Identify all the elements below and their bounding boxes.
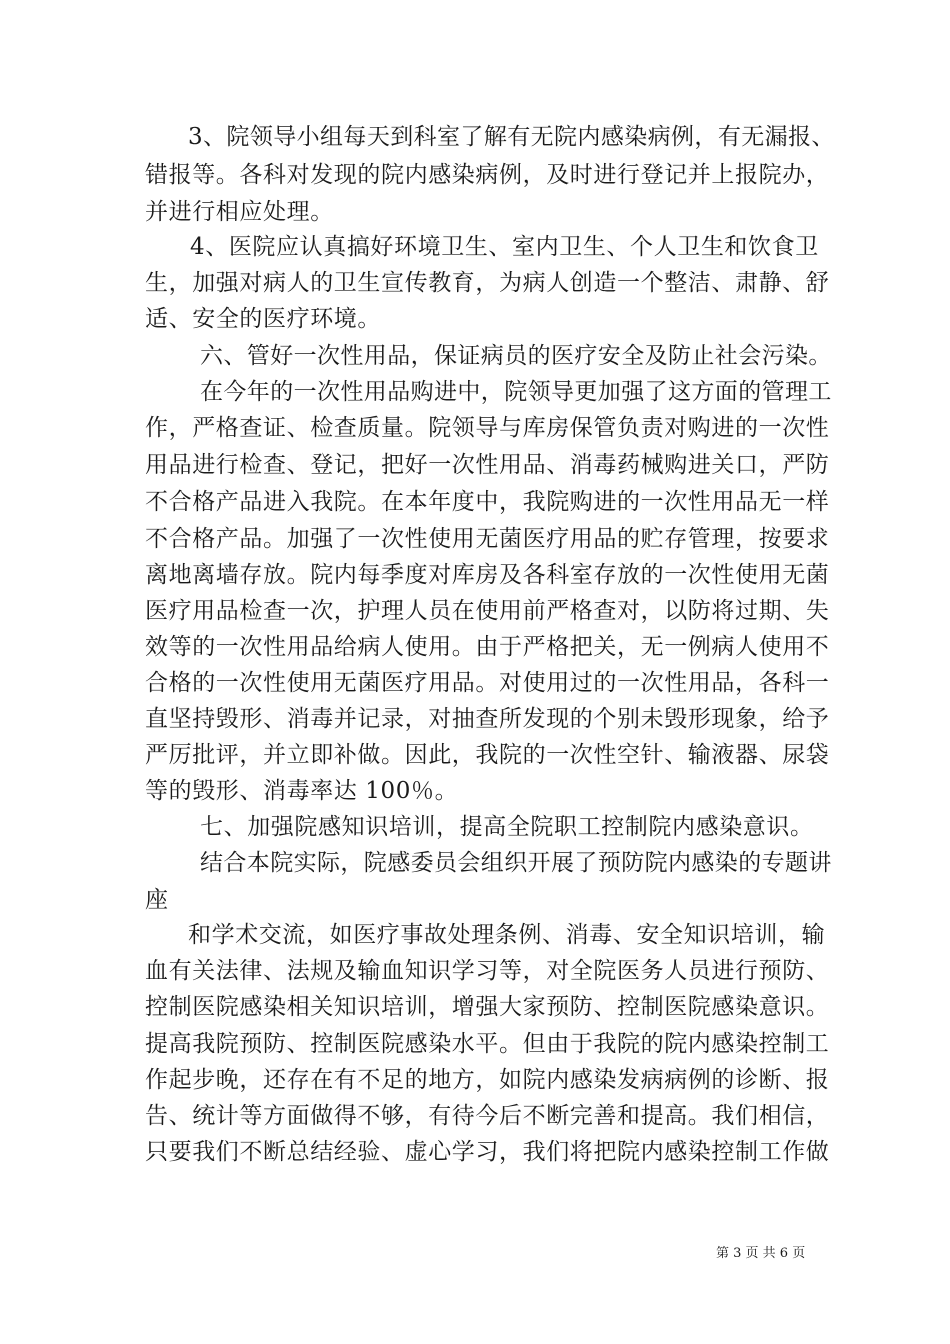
text-line: 六、管好一次性用品，保证病员的医疗安全及防止社会污染。 <box>200 343 832 369</box>
text-line: 七、加强院感知识培训，提高全院职工控制院内感染意识。 <box>200 814 814 840</box>
text-line: 3、院领导小组每天到科室了解有无院内感染病例，有无漏报、 <box>188 124 835 150</box>
text-line: 只要我们不断总结经验、虚心学习，我们将把院内感染控制工作做 <box>145 1139 830 1165</box>
text-line: 离地离墙存放。院内每季度对库房及各科室存放的一次性使用无菌 <box>145 562 830 588</box>
text-line: 作起步晚，还存在有不足的地方，如院内感染发病病例的诊断、报 <box>145 1067 830 1093</box>
text-line: 提高我院预防、控制医院感染水平。但由于我院的院内感染控制工 <box>145 1031 830 1057</box>
text-line: 不合格产品进入我院。在本年度中，我院购进的一次性用品无一样 <box>145 489 830 515</box>
text-line: 医疗用品检查一次，护理人员在使用前严格查对，以防将过期、失 <box>145 598 830 624</box>
text-line: 座 <box>145 887 169 913</box>
text-line: 告、统计等方面做得不够，有待今后不断完善和提高。我们相信， <box>145 1103 830 1129</box>
text-line: 用品进行检查、登记，把好一次性用品、消毒药械购进关口，严防 <box>145 452 830 478</box>
text-line: 合格的一次性使用无菌医疗用品。对使用过的一次性用品，各科一 <box>145 670 830 696</box>
text-line: 作，严格查证、检查质量。院领导与库房保管负责对购进的一次性 <box>145 415 830 441</box>
text-line: 生，加强对病人的卫生宣传教育，为病人创造一个整洁、肃静、舒 <box>145 270 830 296</box>
text-line: 严厉批评，并立即补做。因此，我院的一次性空针、输液器、尿袋 <box>145 742 830 768</box>
text-line: 4、医院应认真搞好环境卫生、室内卫生、个人卫生和饮食卫 <box>190 234 819 260</box>
text-line: 并进行相应处理。 <box>145 199 334 225</box>
text-line: 和学术交流，如医疗事故处理条例、消毒、安全知识培训，输 <box>188 922 826 948</box>
text-line: 不合格产品。加强了一次性使用无菌医疗用品的贮存管理，按要求 <box>145 526 830 552</box>
text-line: 适、安全的医疗环境。 <box>145 306 381 332</box>
page-number: 第 3 页 共 6 页 <box>716 1246 806 1261</box>
text-line: 控制医院感染相关知识培训，增强大家预防、控制医院感染意识。 <box>145 994 830 1020</box>
text-line: 在今年的一次性用品购进中，院领导更加强了这方面的管理工 <box>200 379 832 405</box>
text-line: 血有关法律、法规及输血知识学习等，对全院医务人员进行预防、 <box>145 958 830 984</box>
text-line: 等的毁形、消毒率达 100％。 <box>145 778 459 804</box>
text-line: 效等的一次性用品给病人使用。由于严格把关，无一例病人使用不 <box>145 634 830 660</box>
text-line: 结合本院实际，院感委员会组织开展了预防院内感染的专题讲 <box>200 850 832 876</box>
text-line: 错报等。各科对发现的院内感染病例，及时进行登记并上报院办， <box>145 162 830 188</box>
text-line: 直坚持毁形、消毒并记录，对抽查所发现的个别未毁形现象，给予 <box>145 706 830 732</box>
